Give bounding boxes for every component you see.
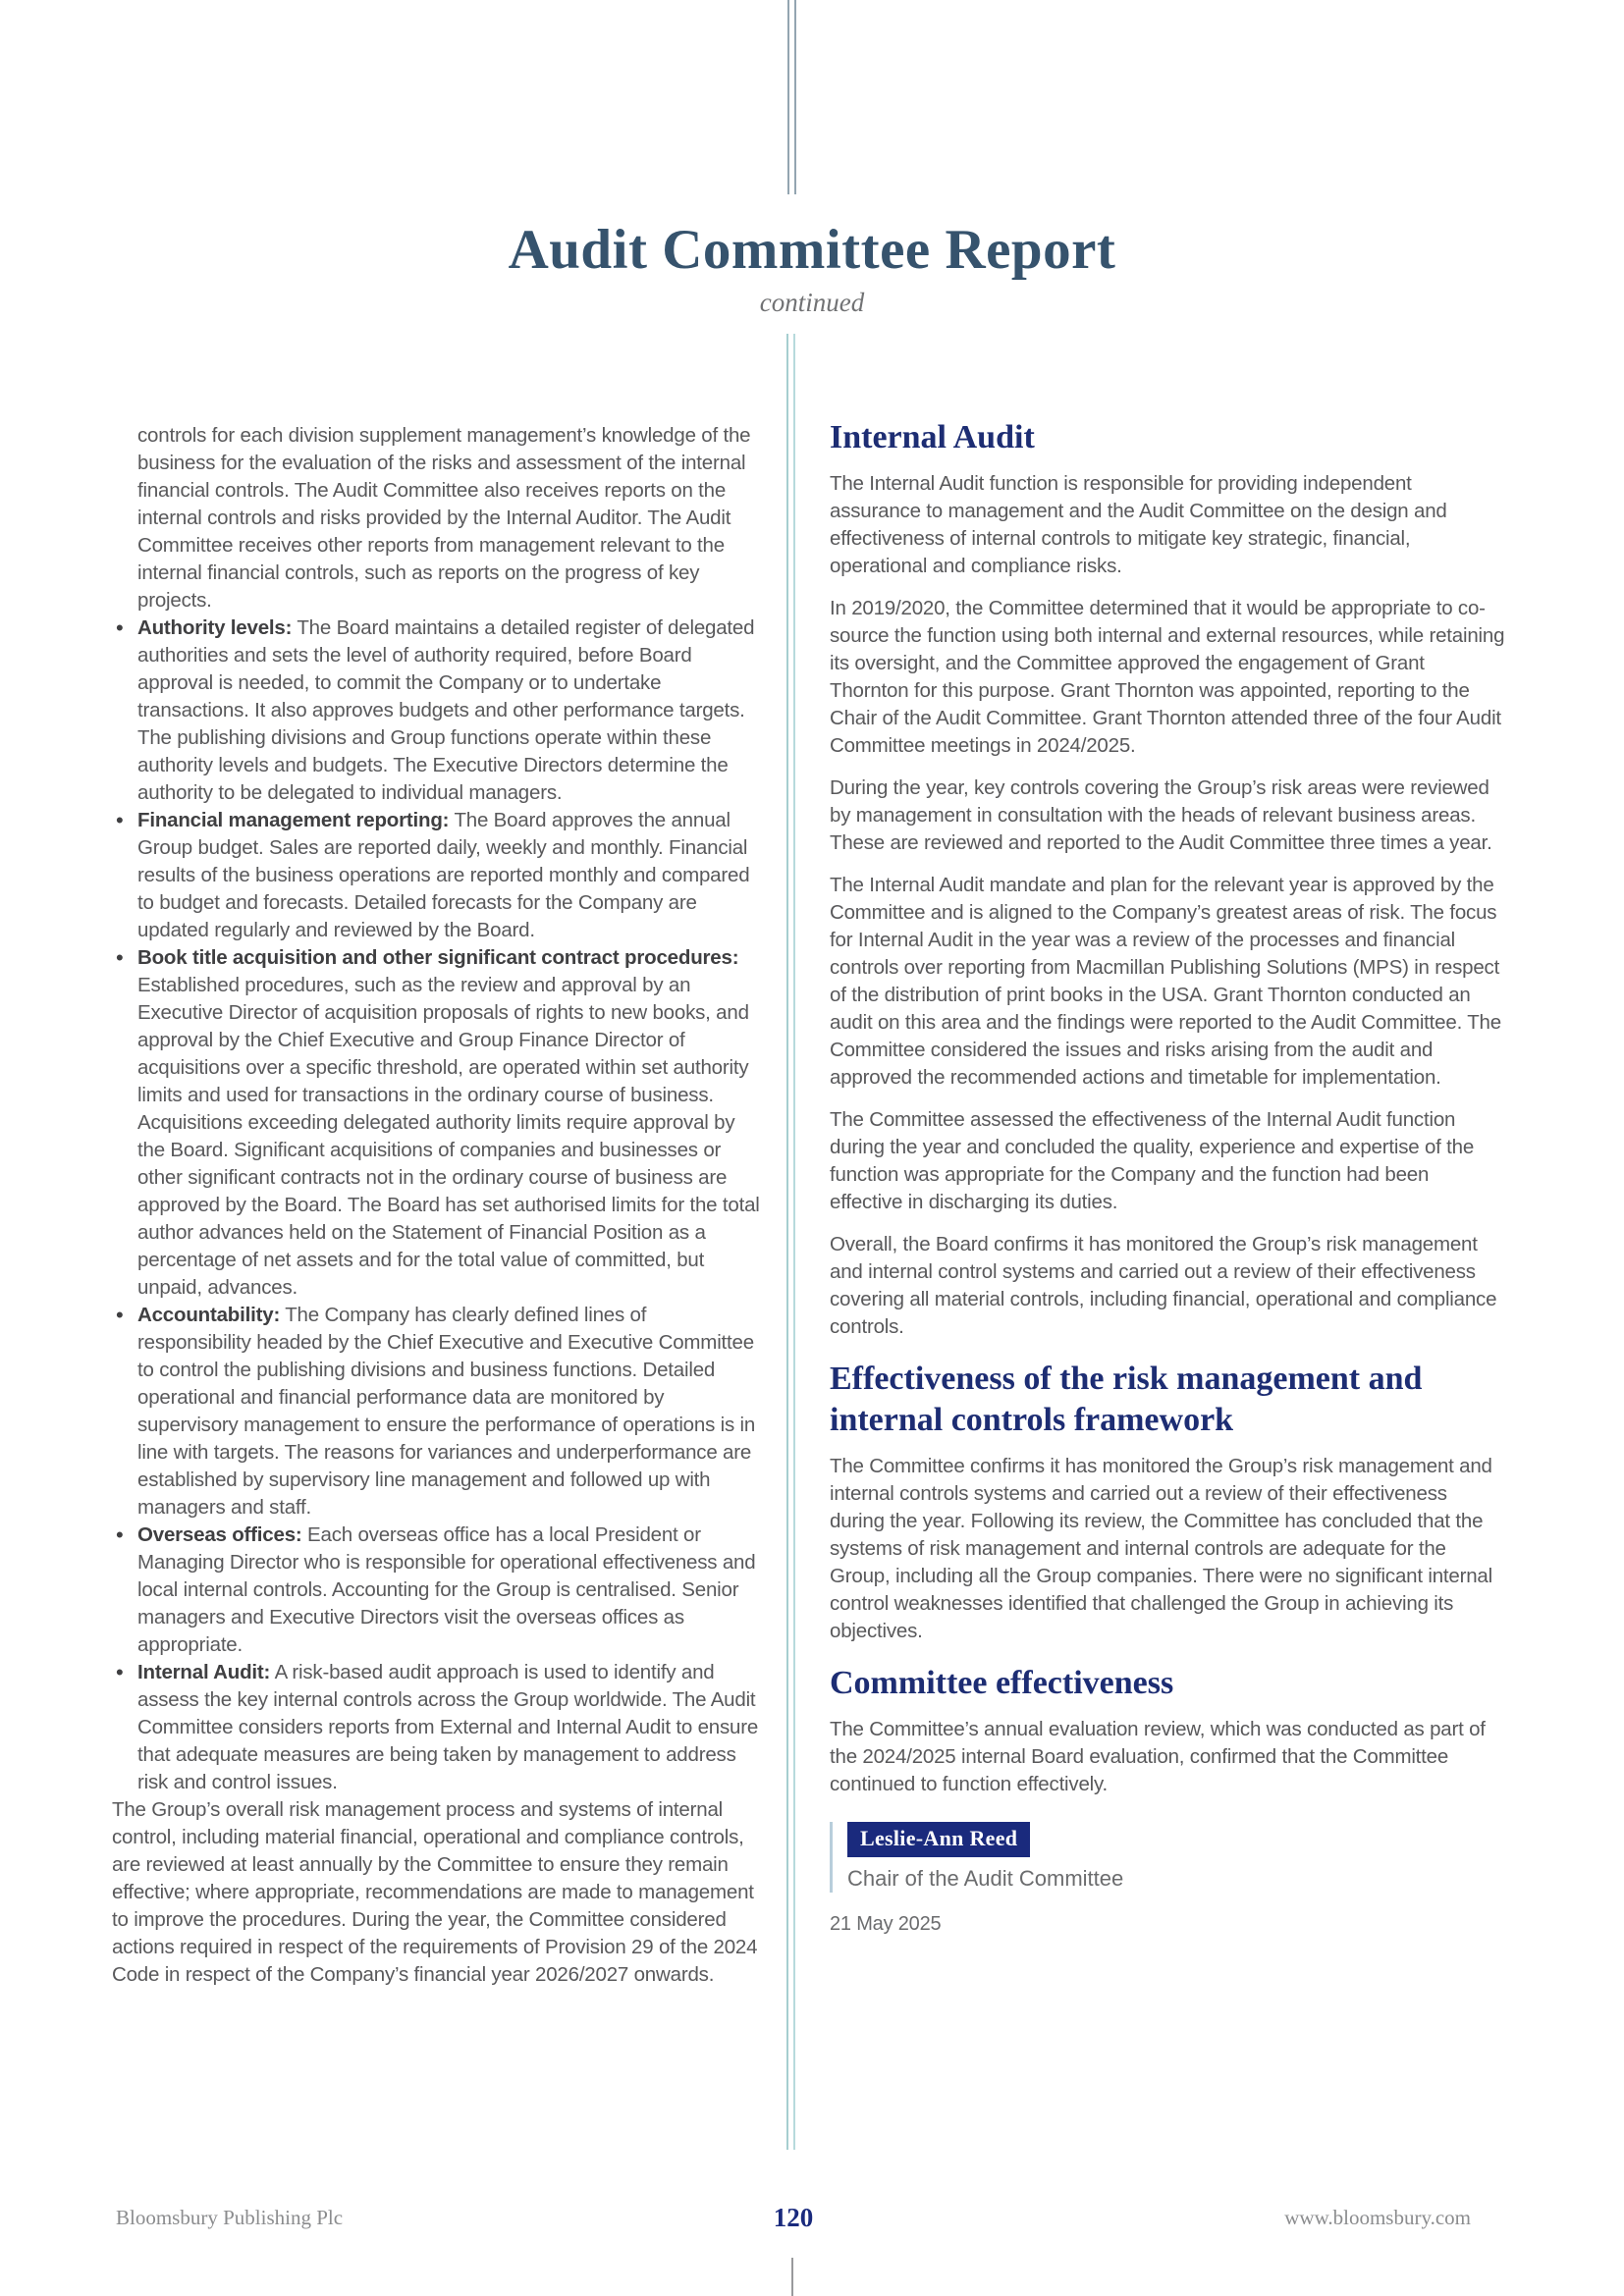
- page-header: [0, 218, 1624, 318]
- paragraph: The Internal Audit mandate and plan for the relevant year is approved by the Committee and is aligned to the Company’s greatest areas of risk. The focus for Internal Audit in the year was a review of the processes and financial controls over reporting from Macmillan Publishing Solutions (MPS) in respect of the distribution of print books in the USA. Grant Thornton conducted an audit on this area and the findings were reported to the Audit Committee. The Committee considered the issues and risks arising from the audit and approved the recommended actions and timetable for implementation.: [830, 874, 1501, 1089]
- bullet-text: The Board maintains a detailed register of delegated authorities and sets the level of authority required, before Board approval is needed, to commit the Company or to undertake transactions. It also approves budgets and other performance targets. The publishing divisions and Group functions operate within these authority levels and budgets. The Executive Directors determine the authority to be delegated to individual managers.: [137, 616, 755, 804]
- bullet-text: A risk-based audit approach is used to identify and assess the key internal controls across the Group worldwide. The Audit Committee considers reports from External and Internal Audit to ensure that adequate measures are being taken by management to address risk and control issues.: [137, 1661, 759, 1793]
- right-column: [830, 417, 1505, 1938]
- signatory-name-badge: Leslie-Ann Reed: [847, 1822, 1030, 1857]
- bullet-lead: Internal Audit:: [137, 1661, 271, 1683]
- bullet-lead: Book title acquisition and other significant contract procedures:: [137, 946, 739, 969]
- bullet-text: Each overseas office has a local President or Managing Director who is responsible for operational effectiveness and local internal controls. Accounting for the Group is centralised. Senior managers and Executive Directors visit the overseas offices as appropriate.: [137, 1523, 756, 1656]
- intro-paragraph: controls for each division supplement management’s knowledge of the business for the evaluation of the risks and assessment of the internal financial controls. The Audit Committee also receives reports on the internal controls and risks provided by the Internal Auditor. The Audit Committee receives other reports from management relevant to the internal financial controls, such as reports on the progress of key projects.: [137, 424, 751, 612]
- paragraph: Overall, the Board confirms it has monitored the Group’s risk management and internal control systems and carried out a review of their effectiveness covering all material controls, including financial, operational and compliance controls.: [830, 1233, 1497, 1338]
- top-double-rule: [787, 0, 796, 194]
- column-divider-rule: [786, 334, 795, 2150]
- bullet-text: Established procedures, such as the review and approval by an Executive Director of acquisition proposals of rights to new books, and approval by the Chief Executive and Group Finance Director of acquisitions over a specific threshold, are operated within set authority limits and used for transactions in the ordinary course of business. Acquisitions exceeding delegated authority limits require approval by the Board. Significant acquisitions of companies and businesses or other significant contracts not in the ordinary course of business are approved by the Board. The Board has set authorised limits for the total author advances held on the Statement of Financial Position as a percentage of net assets and for the total value of committed, but unpaid, advances.: [137, 974, 760, 1299]
- footer-website: www.bloomsbury.com: [1284, 2206, 1471, 2229]
- section-effectiveness-framework: [830, 1359, 1505, 1645]
- paragraph: The Internal Audit function is responsible for providing independent assurance to management and the Audit Committee on the design and effectiveness of internal controls to mitigate key strategic, financial, operational and compliance risks.: [830, 472, 1447, 577]
- page-footer: [0, 2203, 1624, 2236]
- section-internal-audit: [830, 417, 1505, 1341]
- page-title: Audit Committee Report: [508, 219, 1116, 281]
- bullet-lead: Authority levels:: [137, 616, 293, 639]
- bottom-rule: [791, 2258, 793, 2296]
- bullet-lead: Financial management reporting:: [137, 809, 450, 831]
- signature-date: 21 May 2025: [830, 1913, 942, 1935]
- list-item: [137, 1522, 760, 1659]
- signature-block: [830, 1822, 1505, 1938]
- list-item: [137, 1302, 760, 1522]
- control-procedures-list: [137, 614, 760, 1796]
- footer-page-number: 120: [773, 2203, 814, 2232]
- bullet-lead: Overseas offices:: [137, 1523, 302, 1546]
- signatory-role: Chair of the Audit Committee: [847, 1866, 1124, 1891]
- paragraph: The Committee assessed the effectiveness of the Internal Audit function during the year and concluded the quality, experience and expertise of the function was appropriate for the Company and the function had been effective in discharging its duties.: [830, 1108, 1475, 1213]
- list-item: [137, 944, 760, 1302]
- paragraph: In 2019/2020, the Committee determined that it would be appropriate to co-source the function using both internal and external resources, while retaining its oversight, and the Committee approved the engagement of Grant Thornton for this purpose. Grant Thornton was appointed, reporting to the Chair of the Audit Committee. Grant Thornton attended three of the four Audit Committee meetings in 2024/2025.: [830, 597, 1505, 757]
- signature-bar: [830, 1822, 1505, 1893]
- section-heading: Internal Audit: [830, 419, 1035, 455]
- paragraph: The Committee’s annual evaluation review, which was conducted as part of the 2024/2025 internal Board evaluation, confirmed that the Committee continued to function effectively.: [830, 1718, 1486, 1795]
- paragraph: During the year, key controls covering the Group’s risk areas were reviewed by management in consultation with the heads of relevant business areas. These are reviewed and reported to the Audit Committee three times a year.: [830, 776, 1492, 854]
- closing-paragraph: The Group’s overall risk management process and systems of internal control, including material financial, operational and compliance controls, are reviewed at least annually by the Committee to ensure they remain effective; where appropriate, recommendations are made to management to improve the procedures. During the year, the Committee considered actions required in respect of the requirements of Provision 29 of the 2024 Code in respect of the Company’s financial year 2026/2027 onwards.: [112, 1798, 758, 1986]
- list-item: [137, 614, 760, 807]
- left-column: [112, 422, 760, 1989]
- section-heading: Committee effectiveness: [830, 1665, 1174, 1701]
- list-item: [137, 807, 760, 944]
- bullet-lead: Accountability:: [137, 1304, 281, 1326]
- paragraph: The Committee confirms it has monitored the Group’s risk management and internal controls systems and carried out a review of their effectiveness during the year. Following its review, the Committee has concluded that the systems of risk management and internal controls are adequate for the Group, including all the Group companies. There were no significant internal control weaknesses identified that challenged the Group in achieving its objectives.: [830, 1455, 1492, 1642]
- page-subtitle: continued: [759, 288, 865, 317]
- bullet-text: The Company has clearly defined lines of responsibility headed by the Chief Executive and Executive Committee to control the publishing divisions and business functions. Detailed operational and financial performance data are monitored by supervisory management to ensure the performance of operations is in line with targets. The reasons for variances and underperformance are established by supervisory line management and followed up with managers and staff.: [137, 1304, 756, 1519]
- list-item: [137, 1659, 760, 1796]
- footer-company: Bloomsbury Publishing Plc: [116, 2206, 344, 2229]
- bullet-text: The Board approves the annual Group budget. Sales are reported daily, weekly and monthly. Financial results of the business operations are reported monthly and compared to budget and forecasts. Detailed forecasts for the Company are updated regularly and reviewed by the Board.: [137, 809, 750, 941]
- section-heading: Effectiveness of the risk management and internal controls framework: [830, 1361, 1423, 1438]
- section-committee-effectiveness: [830, 1663, 1505, 1798]
